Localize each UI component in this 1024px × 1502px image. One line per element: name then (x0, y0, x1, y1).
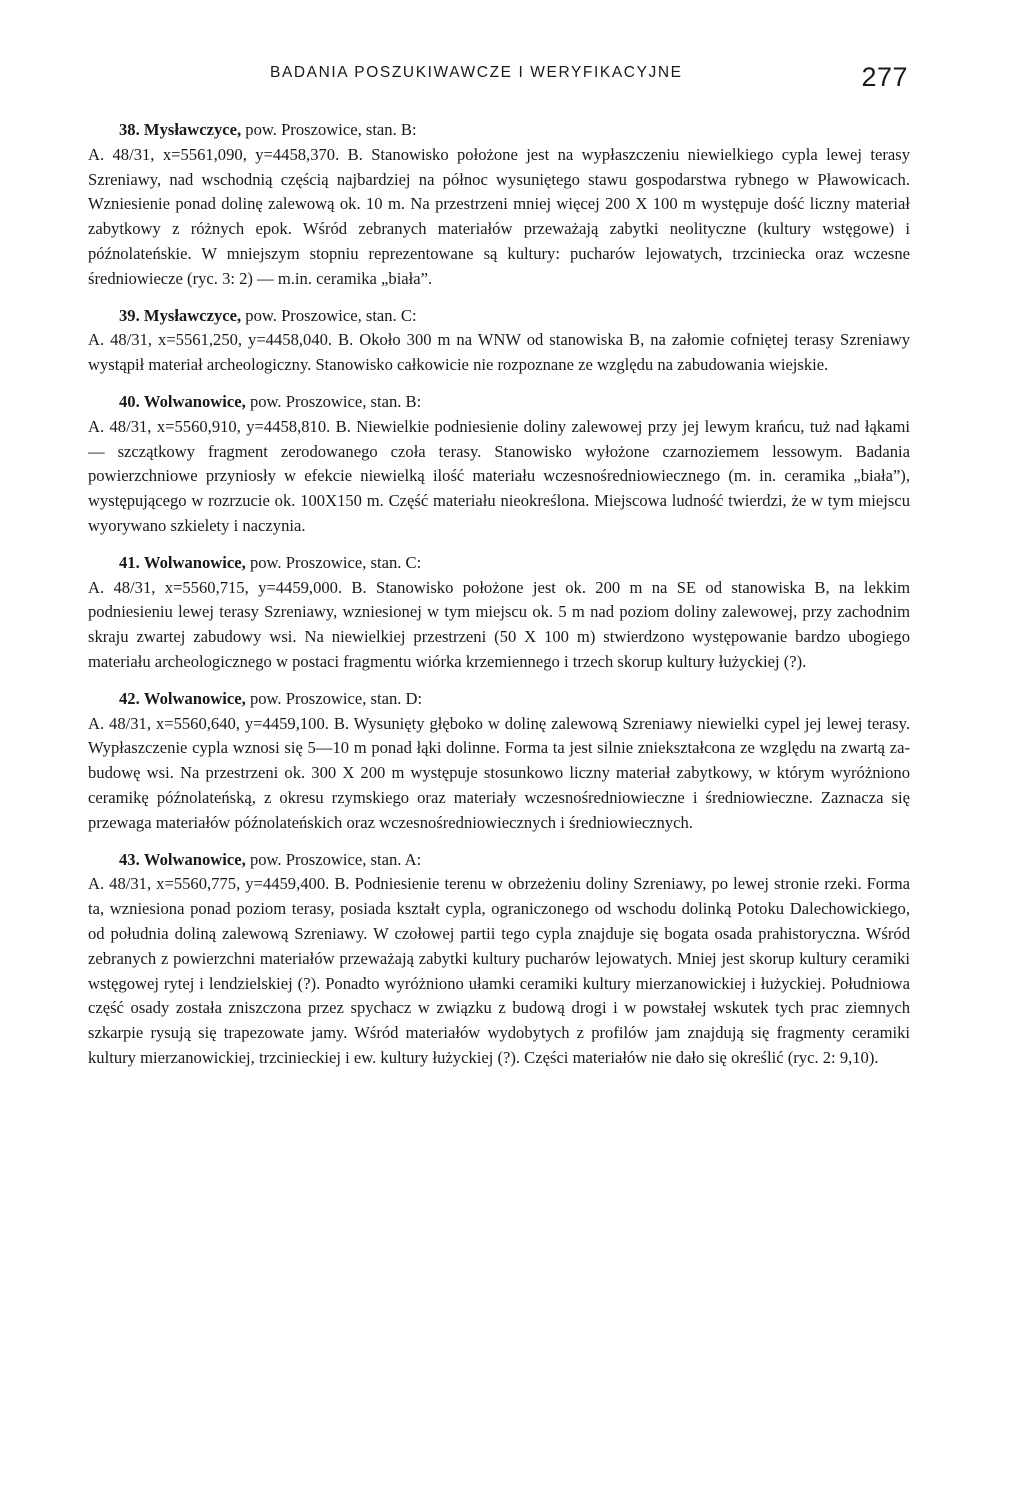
entry-heading (88, 390, 910, 415)
site-entry-40 (88, 390, 910, 539)
entry-heading (88, 304, 910, 329)
site-name: Mysławczyce, (143, 305, 242, 325)
document-body (88, 118, 910, 1083)
site-name: Mysławczyce, (143, 120, 242, 139)
site-entry-38 (88, 118, 910, 292)
site-entry-39 (88, 304, 910, 378)
entry-heading (88, 118, 910, 143)
entry-heading (88, 687, 910, 712)
site-location: pow. Proszowice, stan. C: (245, 305, 417, 325)
entry-number: 38. (119, 120, 140, 139)
running-head: BADANIA POSZUKIWAWCZE I WERYFIKACYJNE (270, 64, 683, 81)
site-entry-41 (88, 551, 910, 675)
site-location: pow. Proszowice, stan. C: (249, 552, 422, 572)
site-location: pow. Proszowice, stan. D: (249, 688, 423, 708)
page-number: 277 (861, 62, 908, 92)
site-name: Wolwanowice, (143, 688, 246, 708)
site-location: pow. Proszowice, stan. B: (245, 120, 417, 139)
site-entry-43 (88, 848, 910, 1071)
entry-number: 43. (119, 849, 140, 869)
site-name: Wolwanowice, (143, 552, 246, 572)
site-entry-42 (88, 687, 910, 836)
entry-heading (88, 848, 910, 873)
entry-text: A. 48/31, x=5560,910, y=4458,810. B. Niewielkie podniesienie doliny zalewowej przy jej lewym krańcu, tuż nad łąkami — szczątkowy fragment zerodowanego czoła terasy. Stanowisko wyłożone czarnoziemem lessowym. Badania powierzchniowe przyniosły w efekcie niewielką ilość materiału wczesnośredniowiecznego (m. in. ceramika „biała”), występującego w rozrzucie ok. 100X150 m. Część materiału nieokreślona. Miejscowa ludność twierdzi, że w tym miejscu wyorywano szkielety i naczynia. (88, 416, 910, 535)
entry-number: 39. (119, 305, 140, 325)
site-name: Wolwanowice, (143, 849, 246, 869)
entry-number: 41. (119, 552, 140, 572)
site-location: pow. Proszowice, stan. B: (249, 391, 422, 411)
entry-text: A. 48/31, x=5560,640, y=4459,100. B. Wysunięty głęboko w dolinę zalewową Szreniawy niewielki cypel jej lewej terasy. Wypłaszczenie cypla wznosi się 5—10 m ponad łąki dolinne. Forma ta jest silnie zniekształcona ze względu na zwartą zabudowę wsi. Na przestrzeni ok. 300 X 200 m występuje stosunkowo liczny materiał zabytkowy, w którym wyróżniono ceramikę późnolateńską, z okresu rzymskiego oraz materiały wczesnośredniowieczne i średniowieczne. Zaznacza się przewaga materiałów późnolateńskich oraz wczesnośredniowiecznych i średniowiecznych. (88, 713, 910, 832)
entry-text: A. 48/31, x=5561,250, y=4458,040. B. Około 300 m na WNW od stanowiska B, na załomie cofniętej terasy Szreniawy wystąpił materiał archeologiczny. Stanowisko całkowicie nie rozpoznane ze względu na zabudowania wiejskie. (88, 330, 910, 375)
entry-text: A. 48/31, x=5560,775, y=4459,400. B. Podniesienie terenu w obrzeżeniu doliny Szreniawy, po lewej stronie rzeki. Forma ta, wzniesiona ponad poziom terasy, posiada kształt cypla, ograniczonego od wschodu dolinką Potoku Dalechowickiego, od południa doliną zalewową Szreniawy. W czołowej partii tego cypla znajduje się bogata osada prahistoryczna. Wśród zebranych z powierzchni materiałów przeważają zabytki kultury pucharów lejowatych. Mniej jest skorup kultury ceramiki wstęgowej rytej i lendzielskiej (?). Ponadto wyróżniono ułamki ceramiki kultury mierzanowickiej i łużyckiej. Południowa część osady została zniszczona przez spychacz w związku z budową drogi i w powstałej wskutek tych prac ziemnych szkarpie rysują się trapezowate jamy. Wśród materiałów wydobytych z profilów jam znajdują się fragmenty ceramiki kultury mierzanowickiej, trzcinieckiej i ew. kultury łużyckiej (?). Części materiałów nie dało się określić (ryc. 2: 9,10). (88, 874, 910, 1067)
entry-text: A. 48/31, x=5561,090, y=4458,370. B. Stanowisko położone jest na wypłaszczeniu niewielkiego cypla lewej terasy Szreniawy, nad wschodnią częścią najbardziej na północ wysuniętego stawu gospodarstwa rybnego w Pławowicach. Wzniesienie ponad dolinę zalewową ok. 10 m. Na przestrzeni mniej więcej 200 X 100 m występuje dość liczny materiał zabytkowy z różnych epok. Wśród zebranych materiałów przeważają zabytki neolityczne (kultury wstęgowe) i późnolateńskie. W mniejszym stopniu reprezentowane są kultury: pucharów lejowatych, trzciniecka oraz wczesne średniowiecze (ryc. 3: 2) — m.in. ceramika „biała”. (88, 144, 910, 288)
entry-number: 40. (119, 391, 140, 411)
entry-text: A. 48/31, x=5560,715, y=4459,000. B. Stanowisko położone jest ok. 200 m na SE od stanowiska B, na lekkim podniesieniu lewej terasy Szreniawy, wzniesionej w tym miejscu ok. 5 m nad poziom doliny zalewowej, przy zachodnim skraju zwartej zabudowy wsi. Na niewielkiej przestrzeni (50 X 100 m) stwierdzono występowanie bardzo ubogiego materiału archeologicznego w postaci fragmentu wiórka krzemiennego i trzech skorup kultury łużyckiej (?). (88, 577, 910, 671)
entry-number: 42. (119, 688, 140, 708)
entry-heading (88, 551, 910, 576)
site-location: pow. Proszowice, stan. A: (249, 849, 422, 869)
page-header (88, 62, 910, 102)
site-name: Wolwanowice, (143, 391, 246, 411)
